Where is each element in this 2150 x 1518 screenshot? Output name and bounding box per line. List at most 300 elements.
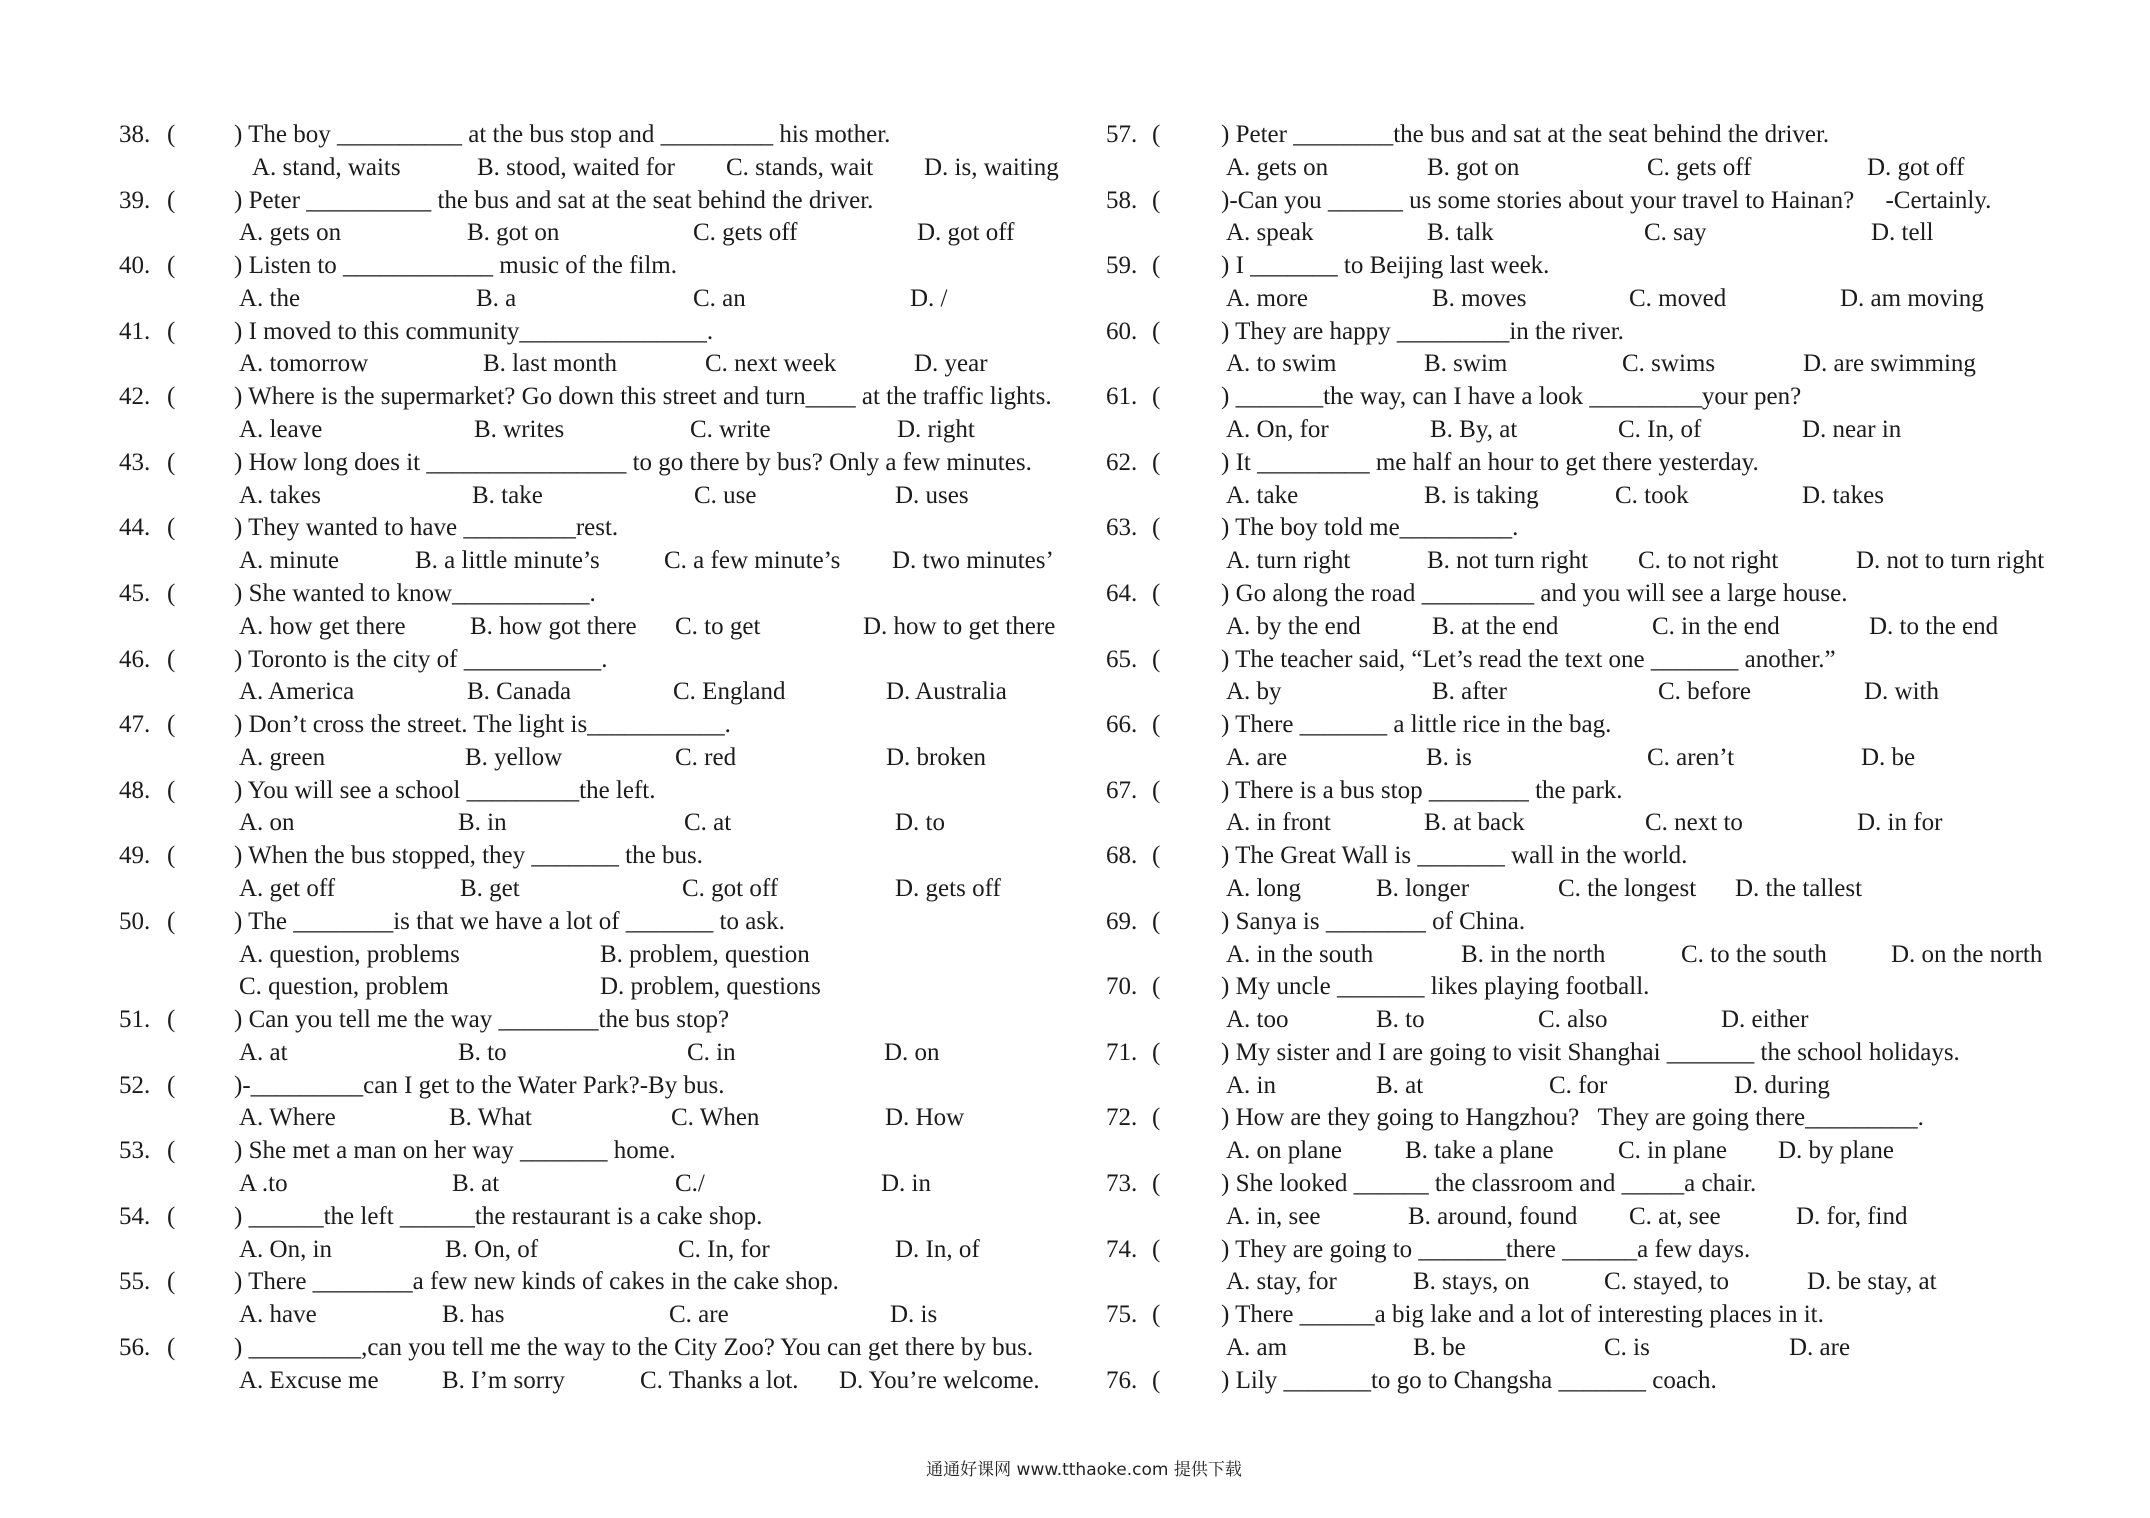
option-d: D. how to get there — [863, 612, 1056, 640]
option-b: B. got on — [1427, 153, 1520, 181]
option-d: D. for, find — [1796, 1202, 1908, 1230]
option-b: B. a little minute’s — [415, 547, 600, 575]
option-b: B. around, found — [1408, 1202, 1578, 1230]
option-c: C. red — [675, 743, 737, 771]
option-c: C. stayed, to — [1604, 1268, 1729, 1296]
answer-bracket: ( — [1152, 776, 1161, 804]
question-stem: ) She looked ______ the classroom and _____a chair. — [1221, 1170, 1757, 1197]
option-d: D. year — [914, 350, 988, 378]
answer-bracket: ( — [167, 252, 176, 280]
question-stem: ) I moved to this community_______________. — [234, 317, 714, 345]
option-c: C. at, see — [1629, 1202, 1721, 1230]
question-stem: ) How long does it ________________ to go there by bus? Only a few minutes. — [234, 448, 1032, 476]
answer-bracket: ( — [167, 1006, 176, 1034]
option-a: A .to — [239, 1170, 288, 1197]
question-number: 38. — [119, 121, 151, 148]
option-b: B. I’m sorry — [442, 1366, 565, 1394]
option-d: D. be stay, at — [1807, 1268, 1937, 1296]
question-item — [0, 906, 2150, 972]
question-item — [0, 1234, 2150, 1300]
option-c: C. write — [690, 416, 771, 444]
option-d: D. in — [881, 1170, 931, 1197]
answer-bracket: ( — [1152, 383, 1161, 411]
question-item — [0, 578, 2150, 644]
question-item — [0, 447, 2150, 513]
answer-bracket: ( — [1152, 514, 1161, 542]
option-b: B. in — [458, 809, 507, 837]
question-stem: ) They wanted to have _________rest. — [234, 514, 619, 542]
option-d: D. am moving — [1840, 284, 1984, 312]
option-a: A. leave — [239, 416, 323, 444]
question-number: 63. — [1106, 514, 1138, 542]
question-stem: ) Peter __________ the bus and sat at the seat behind the driver. — [234, 186, 874, 214]
question-stem: ) Toronto is the city of ___________. — [234, 645, 608, 673]
option-b: B. stays, on — [1413, 1268, 1530, 1296]
option-c: C. moved — [1629, 284, 1727, 312]
question-line — [0, 1365, 2150, 1398]
question-stem: ) Sanya is ________ of China. — [1221, 907, 1526, 935]
option-b: B. moves — [1432, 284, 1527, 312]
option-d: D. uses — [895, 481, 969, 509]
question-number: 50. — [119, 907, 151, 935]
question-stem: ) Go along the road _________ and you will see a large house. — [1221, 579, 1848, 607]
option-a: A. in — [1226, 1071, 1276, 1099]
option-d: D. gets off — [895, 874, 1001, 902]
question-item — [0, 971, 2150, 1037]
question-stem: ) _______the way, can I have a look _________your pen? — [1221, 383, 1802, 411]
option-d: D. got off — [1867, 153, 1965, 181]
option-d: D. in for — [1857, 809, 1943, 837]
option-a: A. by the end — [1226, 612, 1361, 640]
option-a: A. take — [1226, 481, 1299, 509]
option-c: C. to not right — [1638, 547, 1779, 575]
option-b: B. got on — [467, 219, 560, 247]
option-d: D. is, waiting — [924, 153, 1059, 181]
option-d: D. problem, questions — [600, 973, 821, 1001]
question-stem: ) They are going to _______there ______a few days. — [1221, 1235, 1751, 1263]
option-b: B. be — [1413, 1333, 1466, 1361]
options-line — [0, 742, 2150, 775]
question-number: 47. — [119, 711, 151, 739]
answer-bracket: ( — [167, 1202, 176, 1230]
option-d: D. not to turn right — [1856, 547, 2045, 575]
question-number: 48. — [119, 776, 151, 804]
option-b: B. how got there — [470, 612, 637, 640]
answer-bracket: ( — [1152, 907, 1161, 935]
options-line — [0, 873, 2150, 906]
question-line — [0, 775, 2150, 808]
option-d: D. In, of — [895, 1235, 980, 1263]
question-number: 74. — [1106, 1235, 1138, 1263]
question-item — [0, 1365, 2150, 1398]
question-number: 53. — [119, 1137, 151, 1165]
question-item — [0, 381, 2150, 447]
answer-bracket: ( — [167, 907, 176, 935]
question-stem: ) My uncle _______ likes playing football. — [1221, 973, 1650, 1001]
question-stem: ) My sister and I are going to visit Shanghai _______ the school holidays. — [1221, 1038, 1960, 1066]
question-item — [0, 512, 2150, 578]
options-line — [0, 1135, 2150, 1168]
question-stem: ) The Great Wall is _______ wall in the world. — [1221, 842, 1688, 870]
answer-bracket: ( — [1152, 1170, 1161, 1197]
option-c: C. say — [1644, 219, 1707, 247]
question-number: 76. — [1106, 1366, 1138, 1394]
question-item — [0, 1102, 2150, 1168]
question-item — [0, 316, 2150, 382]
option-c: C. also — [1538, 1006, 1608, 1034]
option-c: C. took — [1615, 481, 1689, 509]
options-line — [0, 939, 2150, 972]
answer-bracket: ( — [1152, 579, 1161, 607]
option-c: C. gets off — [693, 219, 798, 247]
question-item — [0, 775, 2150, 841]
option-c: C. the longest — [1558, 874, 1697, 902]
question-stem: ) Where is the supermarket? Go down this street and turn____ at the traffic lights. — [234, 383, 1052, 411]
question-stem: ) It _________ me half an hour to get there yesterday. — [1221, 448, 1759, 476]
option-d: D. is — [890, 1301, 938, 1329]
option-c: C. in the end — [1652, 612, 1780, 640]
options-line — [0, 1070, 2150, 1103]
option-c: C. before — [1658, 678, 1752, 706]
option-b: B. not turn right — [1427, 547, 1589, 575]
option-a: A. takes — [239, 481, 321, 509]
question-line — [0, 840, 2150, 873]
option-b: B. swim — [1424, 350, 1508, 378]
question-stem: ) You will see a school _________the left. — [234, 776, 656, 804]
option-c: C. next to — [1645, 809, 1743, 837]
option-a: A. Where — [239, 1104, 336, 1132]
options-line — [0, 545, 2150, 578]
option-c: C. in plane — [1618, 1137, 1728, 1165]
option-d: D. to the end — [1869, 612, 1999, 640]
option-c: C. aren’t — [1647, 743, 1735, 771]
answer-bracket: ( — [1152, 1301, 1161, 1329]
question-stem: ) She wanted to know___________. — [234, 579, 596, 607]
question-number: 56. — [119, 1333, 151, 1361]
options-line — [0, 1266, 2150, 1299]
answer-bracket: ( — [1152, 1366, 1161, 1394]
option-d: D. got off — [917, 219, 1015, 247]
answer-bracket: ( — [1152, 252, 1161, 280]
question-item — [0, 185, 2150, 251]
question-number: 73. — [1106, 1170, 1138, 1197]
question-number: 46. — [119, 645, 151, 673]
option-a: A. are — [1226, 743, 1288, 771]
question-number: 54. — [119, 1202, 151, 1230]
option-a: A. stay, for — [1226, 1268, 1337, 1296]
option-b: B. stood, waited for — [477, 153, 675, 181]
question-line — [0, 1234, 2150, 1267]
option-a: A. in front — [1226, 809, 1331, 837]
question-number: 43. — [119, 448, 151, 476]
option-b: B. What — [449, 1104, 532, 1132]
option-d: D. right — [897, 416, 975, 444]
question-number: 41. — [119, 317, 151, 345]
option-c: C. Thanks a lot. — [640, 1366, 799, 1394]
options-line — [0, 1332, 2150, 1365]
question-number: 67. — [1106, 776, 1138, 804]
option-a: A. to swim — [1226, 350, 1337, 378]
question-stem: )-_________can I get to the Water Park?-By bus. — [234, 1071, 725, 1099]
option-b: B. Canada — [467, 678, 572, 706]
option-a: A. on plane — [1226, 1137, 1342, 1165]
option-b: B. at the end — [1432, 612, 1559, 640]
option-a: A. by — [1226, 678, 1282, 706]
option-d: D. / — [910, 284, 948, 312]
question-stem: ) Listen to ____________ music of the film. — [234, 252, 678, 280]
option-a: A. the — [239, 284, 301, 312]
answer-bracket: ( — [1152, 645, 1161, 673]
option-b: B. after — [1432, 678, 1507, 706]
option-a: A. Excuse me — [239, 1366, 379, 1394]
option-c: C. a few minute’s — [664, 547, 841, 575]
option-b: B. in the north — [1461, 940, 1606, 968]
question-number: 58. — [1106, 186, 1138, 214]
question-stem: ) When the bus stopped, they _______ the bus. — [234, 842, 703, 870]
question-stem: ) There ______a big lake and a lot of interesting places in it. — [1221, 1301, 1824, 1329]
question-line — [0, 250, 2150, 283]
question-line — [0, 316, 2150, 349]
option-a: A. green — [239, 743, 326, 771]
answer-bracket: ( — [167, 514, 176, 542]
options-line — [0, 1201, 2150, 1234]
question-number: 70. — [1106, 973, 1138, 1001]
option-d: D. are — [1789, 1333, 1851, 1361]
option-a: A. question, problems — [239, 940, 460, 968]
option-c: C./ — [675, 1170, 705, 1197]
question-line — [0, 1037, 2150, 1070]
option-b: B. to — [1376, 1006, 1425, 1034]
question-item — [0, 250, 2150, 316]
question-number: 49. — [119, 842, 151, 870]
question-item — [0, 709, 2150, 775]
option-d: D. are swimming — [1803, 350, 1976, 378]
option-c: C. question, problem — [239, 973, 449, 1001]
answer-bracket: ( — [167, 842, 176, 870]
question-line — [0, 119, 2150, 152]
question-item — [0, 1299, 2150, 1365]
option-a: A. On, in — [239, 1235, 333, 1263]
option-d: D. either — [1721, 1006, 1809, 1034]
option-c: C. In, of — [1618, 416, 1702, 444]
question-number: 68. — [1106, 842, 1138, 870]
option-d: D. takes — [1802, 481, 1884, 509]
question-stem: ) _________,can you tell me the way to the City Zoo? You can get there by bus. — [234, 1333, 1034, 1361]
option-c: C. to the south — [1681, 940, 1827, 968]
answer-bracket: ( — [1152, 973, 1161, 1001]
option-b: B. a — [476, 284, 517, 312]
options-line — [0, 676, 2150, 709]
question-stem: ) The ________is that we have a lot of _______ to ask. — [234, 907, 785, 935]
option-d: D. near in — [1802, 416, 1902, 444]
answer-bracket: ( — [167, 579, 176, 607]
option-d: D. Australia — [886, 678, 1007, 706]
options-line — [0, 283, 2150, 316]
answer-bracket: ( — [167, 711, 176, 739]
option-d: D. with — [1864, 678, 1939, 706]
option-a: A. get off — [239, 874, 336, 902]
question-item — [0, 119, 2150, 185]
question-line — [0, 906, 2150, 939]
option-c: C. swims — [1622, 350, 1716, 378]
question-stem: ) The boy __________ at the bus stop and _________ his mother. — [234, 121, 891, 148]
question-line — [0, 709, 2150, 742]
answer-bracket: ( — [167, 1137, 176, 1165]
question-number: 64. — [1106, 579, 1138, 607]
question-number: 55. — [119, 1268, 151, 1296]
options-line — [0, 1004, 2150, 1037]
options-line — [0, 152, 2150, 185]
option-b: B. at — [1376, 1071, 1424, 1099]
question-number: 72. — [1106, 1104, 1138, 1132]
answer-bracket: ( — [1152, 317, 1161, 345]
answer-bracket: ( — [1152, 842, 1161, 870]
option-d: D. the tallest — [1735, 874, 1863, 902]
options-line — [0, 217, 2150, 250]
option-b: B. longer — [1376, 874, 1470, 902]
option-a: A. speak — [1226, 219, 1314, 247]
option-b: B. On, of — [445, 1235, 539, 1263]
answer-bracket: ( — [1152, 186, 1161, 214]
option-d: D. two minutes’ — [892, 547, 1054, 575]
option-c: C. use — [694, 481, 757, 509]
options-line — [0, 480, 2150, 513]
option-a: A. turn right — [1226, 547, 1351, 575]
question-number: 60. — [1106, 317, 1138, 345]
option-a: A. gets on — [239, 219, 342, 247]
question-stem: ) Don’t cross the street. The light is___________. — [234, 711, 731, 739]
answer-bracket: ( — [167, 1333, 176, 1361]
option-c: C. gets off — [1647, 153, 1752, 181]
option-a: A. how get there — [239, 612, 406, 640]
question-stem: ) ______the left ______the restaurant is a cake shop. — [234, 1202, 763, 1230]
answer-bracket: ( — [167, 448, 176, 476]
option-c: C. an — [693, 284, 746, 312]
option-d: D. on — [884, 1038, 940, 1066]
option-c: C. stands, wait — [726, 153, 874, 181]
question-number: 62. — [1106, 448, 1138, 476]
option-d: D. broken — [886, 743, 986, 771]
answer-bracket: ( — [1152, 711, 1161, 739]
answer-bracket: ( — [167, 186, 176, 214]
options-line — [0, 807, 2150, 840]
answer-bracket: ( — [1152, 121, 1161, 148]
question-item — [0, 840, 2150, 906]
question-stem: ) I _______ to Beijing last week. — [1221, 252, 1550, 280]
option-a: A. gets on — [1226, 153, 1329, 181]
option-b: B. to — [458, 1038, 507, 1066]
answer-bracket: ( — [167, 645, 176, 673]
option-a: A. more — [1226, 284, 1308, 312]
answer-bracket: ( — [167, 1268, 176, 1296]
option-b: B. get — [460, 874, 520, 902]
option-a: A. at — [239, 1038, 288, 1066]
answer-bracket: ( — [167, 1071, 176, 1099]
answer-bracket: ( — [1152, 1235, 1161, 1263]
option-b: B. last month — [483, 350, 618, 378]
option-c: C. is — [1604, 1333, 1650, 1361]
option-d: D. How — [885, 1104, 965, 1132]
option-b: B. By, at — [1430, 416, 1518, 444]
question-number: 44. — [119, 514, 151, 542]
question-line — [0, 971, 2150, 1004]
option-a: A. America — [239, 678, 355, 706]
download-credit-footer: 通通好课网 www.tthaoke.com 提供下载 — [926, 1460, 1242, 1480]
options-line — [0, 611, 2150, 644]
question-stem: ) There is a bus stop ________ the park. — [1221, 776, 1623, 804]
question-line — [0, 1168, 2150, 1201]
question-line — [0, 447, 2150, 480]
option-d: D. You’re welcome. — [839, 1366, 1040, 1394]
question-stem: ) There ________a few new kinds of cakes in the cake shop. — [234, 1268, 839, 1296]
question-stem: ) There _______ a little rice in the bag. — [1221, 711, 1612, 739]
option-a: A. have — [239, 1301, 317, 1329]
option-d: D. to — [895, 809, 945, 837]
option-a: A. On, for — [1226, 416, 1329, 444]
question-stem: )-Can you ______ us some stories about your travel to Hainan? -Certainly. — [1221, 186, 1992, 214]
option-c: C. in — [687, 1038, 736, 1066]
option-b: B. yellow — [465, 743, 563, 771]
question-line — [0, 1102, 2150, 1135]
option-d: D. be — [1861, 743, 1916, 771]
answer-bracket: ( — [167, 383, 176, 411]
option-d: D. during — [1734, 1071, 1830, 1099]
question-item — [0, 1037, 2150, 1103]
option-a: A. in the south — [1226, 940, 1374, 968]
answer-bracket: ( — [167, 776, 176, 804]
option-b: B. has — [442, 1301, 505, 1329]
question-number: 51. — [119, 1006, 151, 1034]
option-c: C. next week — [705, 350, 837, 378]
question-number: 52. — [119, 1071, 151, 1099]
option-a: A. stand, waits — [252, 153, 401, 181]
question-number: 45. — [119, 579, 151, 607]
question-stem: ) Can you tell me the way ________the bus stop? — [234, 1006, 730, 1034]
option-c: C. are — [669, 1301, 729, 1329]
option-d: D. by plane — [1778, 1137, 1894, 1165]
option-c: C. England — [673, 678, 786, 706]
option-a: A. tomorrow — [239, 350, 369, 378]
question-column-right — [0, 119, 2150, 1397]
option-b: B. is — [1426, 743, 1472, 771]
option-d: D. on the north — [1891, 940, 2043, 968]
option-a: A. long — [1226, 874, 1301, 902]
option-c: C. got off — [682, 874, 779, 902]
option-a: A. in, see — [1226, 1202, 1321, 1230]
answer-bracket: ( — [167, 317, 176, 345]
question-number: 66. — [1106, 711, 1138, 739]
option-b: B. is taking — [1424, 481, 1539, 509]
option-c: C. to get — [675, 612, 761, 640]
question-number: 42. — [119, 383, 151, 411]
option-b: B. at back — [1424, 809, 1525, 837]
option-c: C. at — [684, 809, 732, 837]
question-stem: ) Lily _______to go to Changsha _______ coach. — [1221, 1366, 1717, 1394]
option-b: B. talk — [1427, 219, 1494, 247]
question-number: 57. — [1106, 121, 1138, 148]
question-item — [0, 644, 2150, 710]
option-a: A. too — [1226, 1006, 1289, 1034]
option-b: B. problem, question — [600, 940, 810, 968]
option-a: A. minute — [239, 547, 339, 575]
option-b: B. writes — [474, 416, 565, 444]
option-c: C. In, for — [678, 1235, 770, 1263]
question-number: 71. — [1106, 1038, 1138, 1066]
question-number: 59. — [1106, 252, 1138, 280]
question-stem: ) They are happy _________in the river. — [1221, 317, 1624, 345]
question-stem: ) She met a man on her way _______ home. — [234, 1137, 676, 1165]
question-line — [0, 1299, 2150, 1332]
